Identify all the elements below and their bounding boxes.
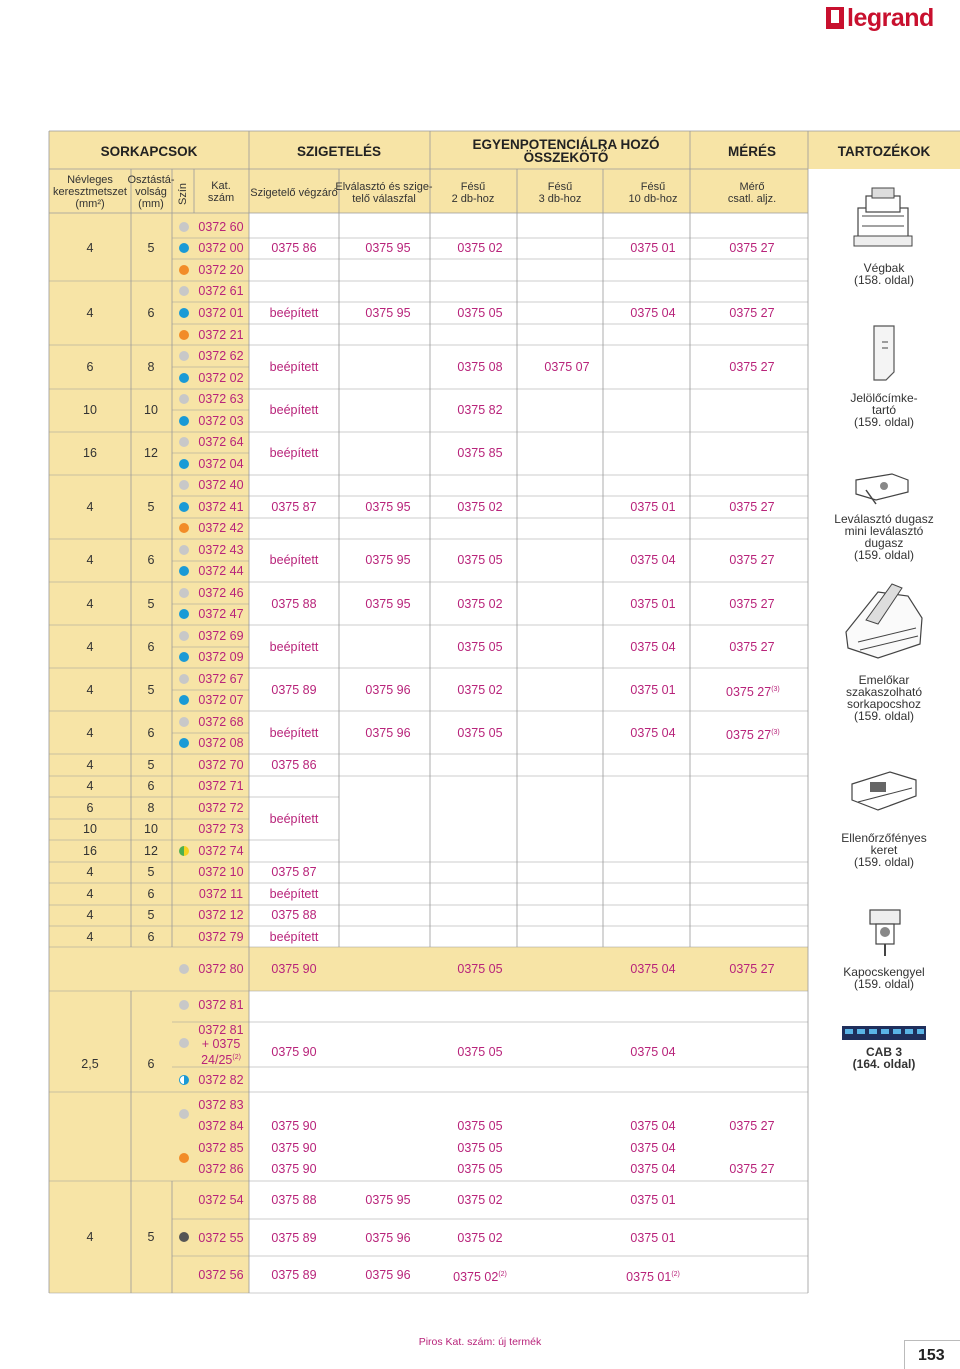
part-number-cell: 0375 89 bbox=[271, 1268, 317, 1282]
subheader-osztas-1: Osztástá- bbox=[127, 174, 175, 186]
header-egyenpot-line2: ÖSSZEKÖTŐ bbox=[523, 150, 609, 165]
subheader-fesu10-2: 10 db-hoz bbox=[628, 193, 678, 205]
group-mero: 0375 27 bbox=[729, 553, 775, 567]
color-dot bbox=[179, 695, 189, 705]
part-number-footnote: (2) bbox=[498, 1271, 507, 1278]
subheader-nevleges-1: Névleges bbox=[67, 174, 113, 186]
catalog-number: 0372 67 bbox=[198, 672, 244, 686]
subheader-vegzaro: Szigetelő végzáró bbox=[250, 187, 338, 199]
accessory-label: mini leválasztó bbox=[844, 524, 924, 538]
cross-section-cell: 4 bbox=[86, 865, 94, 879]
group-section: 4 bbox=[86, 726, 94, 740]
color-dot bbox=[179, 351, 189, 361]
subheader-mero-1: Mérő bbox=[739, 181, 765, 193]
pitch-cell: 5 bbox=[147, 241, 155, 255]
color-dot bbox=[179, 1109, 189, 1119]
part-number-cell: 0375 27 bbox=[729, 500, 775, 514]
part-number-cell: 0375 05 bbox=[457, 306, 503, 320]
pitch-cell: 5 bbox=[147, 865, 155, 879]
part-number-cell: 0375 27 bbox=[729, 241, 775, 255]
catalog-number: 0372 41 bbox=[198, 500, 244, 514]
group-fesu2: 0375 05 bbox=[457, 726, 503, 740]
part-number-cell: 0375 01 bbox=[630, 1231, 676, 1245]
part-number-cell: beépített bbox=[269, 930, 319, 944]
part-number-cell: 0375 88 bbox=[271, 908, 317, 922]
group-mero: 0375 27 bbox=[729, 360, 775, 374]
pitch-cell: 6 bbox=[147, 779, 155, 793]
page-number: 153 bbox=[918, 1347, 945, 1364]
subheader-nevleges-3: (mm²) bbox=[75, 198, 105, 210]
color-dot bbox=[179, 523, 189, 533]
catalog-number: 0372 09 bbox=[198, 650, 244, 664]
color-dot bbox=[179, 717, 189, 727]
group-elvalaszto: 0375 96 bbox=[365, 683, 411, 697]
catalog-number: 0372 55 bbox=[198, 1231, 244, 1245]
accessory-label: (158. oldal) bbox=[853, 273, 915, 287]
color-dot bbox=[179, 652, 189, 662]
color-dot bbox=[179, 373, 189, 383]
group-fesu2: 0375 85 bbox=[457, 446, 503, 460]
accessory-label: Emelőkar bbox=[858, 673, 910, 687]
part-number-cell: 0375 04 bbox=[630, 1141, 676, 1155]
group-mero-value: 0375 27 bbox=[726, 728, 772, 743]
group-cat-footnote: (2) bbox=[232, 1054, 241, 1061]
group-section: 4 bbox=[86, 597, 94, 611]
accessory-label: Jelölőcímke- bbox=[850, 391, 918, 405]
part-number-cell: 0375 95 bbox=[365, 1193, 411, 1207]
part-number-cell: 0375 96 bbox=[365, 1268, 411, 1282]
group-mero-footnote: (3) bbox=[771, 686, 780, 693]
part-number-cell: 0375 01 bbox=[630, 241, 676, 255]
group-pitch: 5 bbox=[147, 597, 155, 611]
part-number-cell: 0375 95 bbox=[365, 306, 411, 320]
part-number-cell: 0375 87 bbox=[271, 865, 317, 879]
catalog-number: 0372 80 bbox=[198, 962, 244, 976]
color-dot bbox=[179, 308, 189, 318]
catalog-number: 0372 10 bbox=[198, 865, 244, 879]
color-dot bbox=[179, 609, 189, 619]
catalog-number: 0372 12 bbox=[198, 908, 244, 922]
part-number-cell: 0375 04 bbox=[630, 306, 676, 320]
group-cat-line-value: 24/25 bbox=[201, 1053, 233, 1068]
accessory-label: (164. oldal) bbox=[852, 1057, 916, 1071]
part-number-cell bbox=[453, 1268, 507, 1284]
catalog-number: 0372 64 bbox=[198, 435, 244, 449]
group-fesu10: 0375 04 bbox=[630, 726, 676, 740]
color-dot bbox=[179, 480, 189, 490]
header-meres: MÉRÉS bbox=[727, 144, 777, 159]
group-pitch: 6 bbox=[147, 726, 155, 740]
part-number-cell: 0375 02 bbox=[457, 500, 503, 514]
group-vegzaro: 0375 89 bbox=[271, 683, 317, 697]
group-vegzaro: beépített bbox=[269, 403, 319, 417]
pitch-cell: 5 bbox=[147, 500, 155, 514]
group-fesu10: 0375 04 bbox=[630, 640, 676, 654]
group-vegzaro: beépített bbox=[269, 553, 319, 567]
part-number-cell: 0375 27 bbox=[729, 962, 775, 976]
cross-section-cell: 4 bbox=[86, 887, 94, 901]
group-fesu10: 0375 04 bbox=[630, 553, 676, 567]
cross-section-cell: 16 bbox=[83, 844, 97, 858]
part-number-cell: 0375 01 bbox=[630, 1193, 676, 1207]
group-cat-line bbox=[201, 1051, 241, 1067]
group-vegzaro: beépített bbox=[269, 812, 319, 826]
subheader-fesu3-2: 3 db-hoz bbox=[538, 193, 582, 205]
group-pitch: 8 bbox=[147, 360, 155, 374]
catalog-number: 0372 84 bbox=[198, 1119, 244, 1133]
color-dot bbox=[179, 846, 189, 856]
subheader-kat-2: szám bbox=[207, 192, 235, 204]
cross-section-cell: 4 bbox=[86, 241, 94, 255]
group-section: 6 bbox=[86, 360, 94, 374]
color-dot bbox=[179, 243, 189, 253]
catalog-number: 0372 62 bbox=[198, 349, 244, 363]
cross-section-cell: 4 bbox=[86, 306, 94, 320]
header-tartozekok: TARTOZÉKOK bbox=[837, 144, 931, 159]
color-dot bbox=[179, 545, 189, 555]
accessory-label: (159. oldal) bbox=[853, 855, 915, 869]
group-pitch: 12 bbox=[144, 446, 158, 460]
catalog-number: 0372 11 bbox=[198, 887, 244, 901]
part-number-cell: beépített bbox=[269, 887, 319, 901]
catalog-number: 0372 54 bbox=[198, 1193, 244, 1207]
catalog-number: 0372 02 bbox=[198, 371, 244, 385]
subheader-osztas-2: volság bbox=[135, 186, 167, 198]
catalog-number: 0372 42 bbox=[198, 521, 244, 535]
color-dot bbox=[179, 222, 189, 232]
group-pitch: 5 bbox=[147, 683, 155, 697]
catalog-number: 0372 01 bbox=[198, 306, 244, 320]
catalog-number: 0372 71 bbox=[198, 779, 244, 793]
group-pitch: 5 bbox=[147, 1230, 155, 1244]
pitch-cell: 5 bbox=[147, 908, 155, 922]
accessory-label: Végbak bbox=[863, 261, 905, 275]
pitch-cell: 6 bbox=[147, 306, 155, 320]
group-section: 4 bbox=[86, 1230, 94, 1244]
group-section: 4 bbox=[86, 553, 94, 567]
group-pitch: 10 bbox=[144, 403, 158, 417]
subheader-fesu3-1: Fésű bbox=[547, 181, 573, 193]
subheader-fesu2-1: Fésű bbox=[460, 181, 486, 193]
group-section: 4 bbox=[86, 640, 94, 654]
subheader-szin: Szín bbox=[177, 182, 189, 205]
catalog-number: 0372 74 bbox=[198, 844, 244, 858]
cross-section-cell: 4 bbox=[86, 500, 94, 514]
group-elvalaszto: 0375 95 bbox=[365, 553, 411, 567]
footer-note: Piros Kat. szám: új termék bbox=[418, 1336, 542, 1348]
cross-section-cell: 10 bbox=[83, 822, 97, 836]
cab3-icon bbox=[842, 1024, 926, 1046]
group-pitch: 6 bbox=[147, 553, 155, 567]
indicator-frame-icon bbox=[846, 766, 922, 816]
group-mero-value: 0375 27 bbox=[726, 685, 772, 700]
accessory-label: (159. oldal) bbox=[853, 415, 915, 429]
part-number-cell: 0375 90 bbox=[271, 962, 317, 976]
subheader-mero-2: csatl. aljz. bbox=[727, 193, 777, 205]
pitch-cell: 6 bbox=[147, 930, 155, 944]
accessory-label: Leválasztó dugasz bbox=[834, 512, 934, 526]
group-fesu2: 0375 02 bbox=[457, 597, 503, 611]
group-fesu3: 0375 07 bbox=[544, 360, 590, 374]
group-pitch: 6 bbox=[147, 1057, 155, 1071]
color-dot bbox=[179, 394, 189, 404]
catalog-number: 0372 61 bbox=[198, 284, 244, 298]
part-number-cell: 0375 04 bbox=[630, 1119, 676, 1133]
group-section: 16 bbox=[83, 446, 97, 460]
part-number-cell: 0375 90 bbox=[271, 1162, 317, 1176]
subheader-kat-1: Kat. bbox=[211, 180, 231, 192]
catalog-number: 0372 08 bbox=[198, 736, 244, 750]
subheader-nevleges-2: keresztmetszet bbox=[53, 186, 127, 198]
header-sorkapcsok: SORKAPCSOK bbox=[100, 144, 198, 159]
cross-section-cell: 6 bbox=[86, 801, 94, 815]
cross-section-cell: 4 bbox=[86, 758, 94, 772]
pitch-cell: 5 bbox=[147, 758, 155, 772]
color-dot bbox=[179, 566, 189, 576]
catalog-number: 0372 83 bbox=[198, 1098, 244, 1112]
catalog-number: 0372 44 bbox=[198, 564, 244, 578]
group-section: 10 bbox=[83, 403, 97, 417]
catalog-number: 0372 03 bbox=[198, 414, 244, 428]
group-section: 2,5 bbox=[81, 1057, 99, 1071]
part-number-cell: 0375 27 bbox=[729, 306, 775, 320]
catalog-number: 0372 00 bbox=[198, 241, 244, 255]
catalog-number: 0372 81 bbox=[198, 998, 244, 1012]
color-dot bbox=[179, 631, 189, 641]
part-number-cell: 0375 90 bbox=[271, 1119, 317, 1133]
catalog-number: 0372 43 bbox=[198, 543, 244, 557]
accessory-label: keret bbox=[870, 843, 898, 857]
vegbak-icon bbox=[852, 186, 914, 256]
lever-icon bbox=[838, 572, 930, 664]
pitch-cell: 8 bbox=[147, 801, 155, 815]
catalog-number: 0372 70 bbox=[198, 758, 244, 772]
color-dot bbox=[179, 265, 189, 275]
subheader-elvalaszto-1: Elválasztó és szige- bbox=[335, 181, 433, 193]
part-number-cell: 0375 95 bbox=[365, 241, 411, 255]
group-cat-line: 0372 81 bbox=[198, 1023, 244, 1037]
accessory-label: (159. oldal) bbox=[853, 548, 915, 562]
subheader-fesu10-1: Fésű bbox=[640, 181, 666, 193]
group-fesu2: 0375 05 bbox=[457, 640, 503, 654]
part-number-cell: 0375 27 bbox=[729, 1162, 775, 1176]
catalog-number: 0372 60 bbox=[198, 220, 244, 234]
color-dot bbox=[179, 964, 189, 974]
group-fesu2: 0375 02 bbox=[457, 683, 503, 697]
group-fesu10: 0375 01 bbox=[630, 597, 676, 611]
clamp-bracket-icon bbox=[860, 902, 910, 960]
accessory-label: CAB 3 bbox=[865, 1045, 903, 1059]
group-vegzaro: 0375 88 bbox=[271, 597, 317, 611]
group-mero bbox=[726, 683, 780, 699]
header-szigeteles: SZIGETELÉS bbox=[296, 144, 382, 159]
accessory-label: dugasz bbox=[864, 536, 904, 550]
catalog-number: 0372 69 bbox=[198, 629, 244, 643]
group-fesu2: 0375 05 bbox=[457, 553, 503, 567]
part-number-cell: 0375 04 bbox=[630, 962, 676, 976]
catalog-number: 0372 85 bbox=[198, 1141, 244, 1155]
color-dot bbox=[179, 502, 189, 512]
part-number-cell: 0375 05 bbox=[457, 1162, 503, 1176]
color-dot bbox=[179, 286, 189, 296]
brand-name: legrand bbox=[847, 3, 934, 32]
group-cat-line: + 0375 bbox=[201, 1037, 241, 1051]
catalog-number: 0372 63 bbox=[198, 392, 244, 406]
part-number-cell: 0375 01 bbox=[630, 500, 676, 514]
catalog-number: 0372 73 bbox=[198, 822, 244, 836]
catalog-number: 0372 68 bbox=[198, 715, 244, 729]
catalog-number: 0372 79 bbox=[198, 930, 244, 944]
part-number-cell: 0375 04 bbox=[630, 1162, 676, 1176]
part-number-cell: 0375 05 bbox=[457, 962, 503, 976]
group-vegzaro: beépített bbox=[269, 446, 319, 460]
part-number-cell: 0375 96 bbox=[365, 1231, 411, 1245]
part-number-cell: 0375 88 bbox=[271, 1193, 317, 1207]
catalog-number: 0372 56 bbox=[198, 1268, 244, 1282]
color-dot bbox=[179, 437, 189, 447]
group-vegzaro: beépített bbox=[269, 640, 319, 654]
color-dot bbox=[179, 738, 189, 748]
part-number-footnote: (2) bbox=[671, 1271, 680, 1278]
group-fesu2: 0375 82 bbox=[457, 403, 503, 417]
part-number-cell: 0375 95 bbox=[365, 500, 411, 514]
catalog-number: 0372 07 bbox=[198, 693, 244, 707]
catalog-number: 0372 04 bbox=[198, 457, 244, 471]
cross-section-cell: 4 bbox=[86, 930, 94, 944]
group-fesu2: 0375 08 bbox=[457, 360, 503, 374]
pitch-cell: 12 bbox=[144, 844, 158, 858]
accessory-label: (159. oldal) bbox=[853, 709, 915, 723]
color-dot bbox=[179, 1153, 189, 1163]
label-holder-icon bbox=[868, 322, 900, 384]
accessory-label: szakaszolható bbox=[845, 685, 923, 699]
part-number-cell: 0375 02 bbox=[457, 241, 503, 255]
group-mero: 0375 27 bbox=[729, 640, 775, 654]
part-number-cell: 0375 02 bbox=[457, 1193, 503, 1207]
group-elvalaszto: 0375 95 bbox=[365, 597, 411, 611]
pitch-cell: 10 bbox=[144, 822, 158, 836]
group-mero: 0375 27 bbox=[729, 597, 775, 611]
group-mero-footnote: (3) bbox=[771, 729, 780, 736]
cross-section-cell: 4 bbox=[86, 779, 94, 793]
group-fesu10: 0375 04 bbox=[630, 1045, 676, 1059]
catalog-number: 0372 21 bbox=[198, 328, 244, 342]
group-vegzaro: 0375 90 bbox=[271, 1045, 317, 1059]
part-number-cell: 0375 27 bbox=[729, 1119, 775, 1133]
part-number-cell: 0375 86 bbox=[271, 241, 317, 255]
part-number-cell: 0375 86 bbox=[271, 758, 317, 772]
group-elvalaszto: 0375 96 bbox=[365, 726, 411, 740]
part-number-cell: 0375 05 bbox=[457, 1141, 503, 1155]
pitch-cell: 6 bbox=[147, 887, 155, 901]
color-dot bbox=[179, 588, 189, 598]
group-pitch: 6 bbox=[147, 640, 155, 654]
disconnect-plug-icon bbox=[852, 466, 912, 508]
color-dot bbox=[179, 1075, 189, 1085]
color-dot bbox=[179, 416, 189, 426]
color-dot bbox=[179, 1000, 189, 1010]
accessory-label: Kapocskengyel bbox=[843, 965, 925, 979]
catalog-number: 0372 72 bbox=[198, 801, 244, 815]
catalog-number: 0372 46 bbox=[198, 586, 244, 600]
subheader-elvalaszto-2: telő válaszfal bbox=[352, 193, 416, 205]
part-number-cell: 0375 02 bbox=[457, 1231, 503, 1245]
color-dot bbox=[179, 330, 189, 340]
group-section: 4 bbox=[86, 683, 94, 697]
color-dot bbox=[179, 1038, 189, 1048]
part-number-value: 0375 01 bbox=[626, 1270, 672, 1285]
part-number-cell: 0375 87 bbox=[271, 500, 317, 514]
catalog-number: 0372 20 bbox=[198, 263, 244, 277]
accessory-label: (159. oldal) bbox=[853, 977, 915, 991]
group-fesu10: 0375 01 bbox=[630, 683, 676, 697]
header-egyenpot-line1: EGYENPOTENCIÁLRA HOZÓ bbox=[472, 137, 660, 152]
color-dot bbox=[179, 1232, 189, 1242]
catalog-number: 0372 47 bbox=[198, 607, 244, 621]
catalog-number: 0372 82 bbox=[198, 1073, 244, 1087]
group-fesu2: 0375 05 bbox=[457, 1045, 503, 1059]
accessory-label: tartó bbox=[871, 403, 897, 417]
accessory-label: sorkapocshoz bbox=[846, 697, 922, 711]
color-dot bbox=[179, 459, 189, 469]
part-number-cell bbox=[626, 1268, 680, 1284]
part-number-cell: 0375 90 bbox=[271, 1141, 317, 1155]
part-number-cell: 0375 05 bbox=[457, 1119, 503, 1133]
subheader-osztas-3: (mm) bbox=[138, 198, 164, 210]
cross-section-cell: 4 bbox=[86, 908, 94, 922]
group-vegzaro: beépített bbox=[269, 360, 319, 374]
group-vegzaro: beépített bbox=[269, 726, 319, 740]
group-mero bbox=[726, 726, 780, 742]
catalog-number: 0372 86 bbox=[198, 1162, 244, 1176]
part-number-value: 0375 02 bbox=[453, 1270, 499, 1285]
subheader-fesu2-2: 2 db-hoz bbox=[451, 193, 495, 205]
accessory-label: Ellenőrzőfényes bbox=[841, 831, 927, 845]
part-number-cell: 0375 89 bbox=[271, 1231, 317, 1245]
part-number-cell: beépített bbox=[269, 306, 319, 320]
color-dot bbox=[179, 674, 189, 684]
catalog-number: 0372 40 bbox=[198, 478, 244, 492]
